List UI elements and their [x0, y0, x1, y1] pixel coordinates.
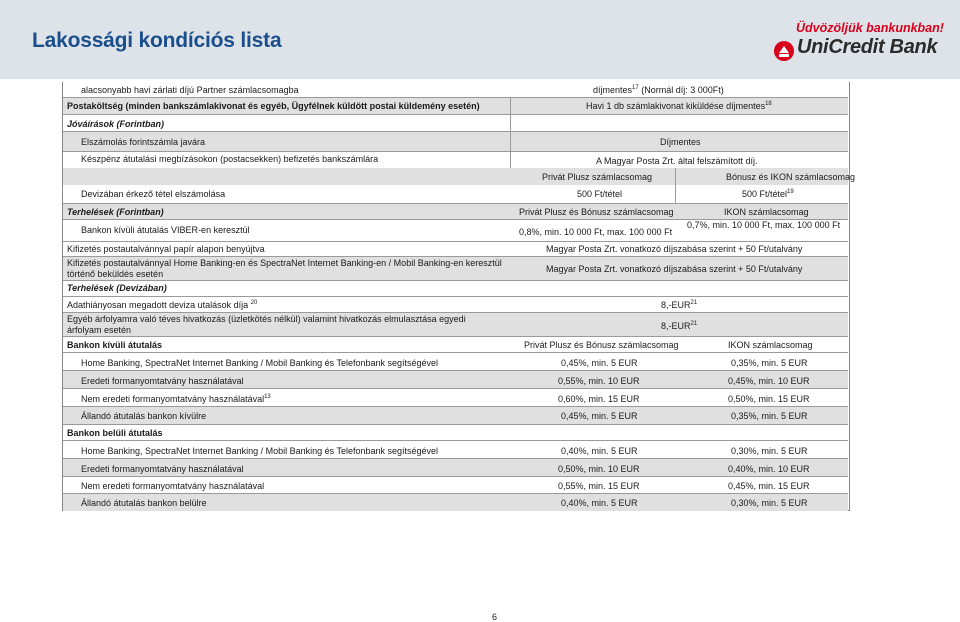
row-label: Kifizetés postautalvánnyal papír alapon benyújtva	[67, 244, 265, 254]
row-value: 0,45%, min. 10 EUR	[728, 376, 810, 386]
row-label: Állandó átutalás bankon kívülre	[81, 411, 207, 421]
table-row	[63, 440, 848, 459]
row-label: Home Banking, SpectraNet Internet Banking / Mobil Banking és Telefonbank segítségével	[81, 446, 439, 456]
table-row	[63, 388, 848, 407]
row-value: 0,35%, min. 5 EUR	[731, 411, 808, 421]
row-label: Elszámolás forintszámla javára	[81, 137, 206, 147]
row-value: 500 Ft/tétel$^{19}$	[742, 189, 794, 199]
table-row	[63, 256, 848, 281]
page-title: Lakossági kondíciós lista	[32, 29, 282, 52]
row-label: Postaköltség (minden bankszámlakivonat és egyéb, Ügyfélnek küldött postai küldemény esetén)	[67, 101, 480, 111]
table-row	[63, 131, 848, 152]
row-label: Kifizetés postautalvánnyal Home Banking-en és SpectraNet Internet Banking-en / Mobil Banking-en keresztül történő beküldés esetén	[67, 258, 502, 279]
row-value: 0,55%, min. 10 EUR	[558, 376, 640, 386]
row-value: 0,8%, min. 10 000 Ft, max. 100 000 Ft	[519, 227, 673, 237]
table-row	[63, 114, 848, 132]
brand-name: UniCredit Bank	[797, 36, 938, 58]
section-heading: Terhelések (Forintban)	[67, 207, 164, 217]
table-row	[63, 458, 848, 477]
row-label: alacsonyabb havi zárlati díjú Partner számlacsomagba	[81, 85, 299, 95]
row-value: Havi 1 db számlakivonat kiküldése díjmentes$^{18}$	[586, 101, 772, 111]
table-row	[63, 370, 848, 389]
row-value: 0,30%, min. 5 EUR	[731, 498, 808, 508]
welcome-text: Üdvözöljük bankunkban!	[796, 21, 944, 35]
row-value: Díjmentes	[660, 137, 701, 147]
section-heading: Bankon belüli átutalás	[67, 428, 163, 438]
table-row	[63, 336, 848, 353]
row-label: Eredeti formanyomtatvány használatával	[81, 464, 244, 474]
column-divider	[675, 168, 676, 203]
row-label: Devizában érkező tétel elszámolása	[81, 189, 226, 199]
table-row	[63, 406, 848, 425]
row-label: Eredeti formanyomtatvány használatával	[81, 376, 244, 386]
row-value: 0,55%, min. 15 EUR	[558, 481, 640, 491]
row-label: Nem eredeti formanyomtatvány használatával$^{13}$	[81, 394, 271, 404]
row-value: A Magyar Posta Zrt. által felszámított díj.	[596, 156, 758, 166]
row-value: 8,-EUR$^{21}$	[661, 321, 698, 331]
table-row	[63, 493, 848, 511]
column-header: IKON számlacsomag	[724, 207, 809, 217]
table-row	[63, 168, 856, 185]
row-label: Home Banking, SpectraNet Internet Banking / Mobil Banking és Telefonbank segítségével	[81, 358, 439, 368]
page-number: 6	[492, 612, 498, 622]
table-row	[63, 83, 848, 97]
column-header: Privát Plusz számlacsomag	[542, 172, 653, 182]
table-row	[63, 219, 848, 242]
row-value: 0,30%, min. 5 EUR	[731, 446, 808, 456]
table-row	[63, 280, 848, 297]
row-value: 0,40%, min. 5 EUR	[561, 446, 638, 456]
row-value: 0,7%, min. 10 000 Ft, max. 100 000 Ft	[687, 220, 841, 230]
row-value: díjmentes$^{17}$ (Normál díj: 3 000Ft)	[593, 85, 724, 95]
table-row	[63, 424, 848, 441]
row-value: 500 Ft/tétel	[577, 189, 623, 199]
row-value: 8,-EUR$^{21}$	[661, 300, 698, 310]
row-value: 0,50%, min. 15 EUR	[728, 394, 810, 404]
row-label: Bankon kívüli átutalás VIBER-en keresztül	[81, 225, 250, 235]
table-row	[63, 97, 848, 114]
row-label: Készpénz átutalási megbízásokon (postacsekken) befizetés bankszámlára	[81, 154, 379, 164]
column-header: Privát Plusz és Bónusz számlacsomag	[519, 207, 674, 217]
column-header: Privát Plusz és Bónusz számlacsomag	[524, 340, 679, 350]
row-value: 0,45%, min. 5 EUR	[561, 358, 638, 368]
row-value: Magyar Posta Zrt. vonatkozó díjszabása szerint + 50 Ft/utalvány	[546, 264, 803, 274]
table-row	[63, 151, 848, 168]
row-value: Magyar Posta Zrt. vonatkozó díjszabása szerint + 50 Ft/utalvány	[546, 244, 803, 254]
table-row	[63, 352, 848, 371]
row-value: 0,35%, min. 5 EUR	[731, 358, 808, 368]
table-row	[63, 476, 848, 494]
table-row	[63, 296, 848, 313]
row-label: Egyéb árfolyamra való téves hivatkozás (üzletkötés nélkül) valamint hivatkozás elmulasztása egyedi árfolyam esetén	[67, 314, 466, 335]
column-divider	[510, 97, 511, 168]
row-value: 0,40%, min. 10 EUR	[728, 464, 810, 474]
row-value: 0,40%, min. 5 EUR	[561, 498, 638, 508]
unicredit-logo-icon	[773, 40, 795, 62]
row-value: 0,45%, min. 5 EUR	[561, 411, 638, 421]
section-heading: Jóváírások (Forintban)	[67, 119, 165, 129]
section-heading: Terhelések (Devizában)	[67, 283, 167, 293]
column-header: Bónusz és IKON számlacsomag	[726, 172, 856, 182]
row-label: Adathiányosan megadott deviza utalások díja $^{20}$	[67, 300, 258, 310]
row-label: Állandó átutalás bankon belülre	[81, 498, 207, 508]
section-heading: Bankon kívüli átutalás	[67, 340, 163, 350]
table-row	[63, 185, 848, 202]
row-value: 0,50%, min. 10 EUR	[558, 464, 640, 474]
table-row	[63, 312, 848, 337]
table-row	[63, 203, 848, 220]
row-value: 0,60%, min. 15 EUR	[558, 394, 640, 404]
table-row	[63, 241, 848, 257]
page-header	[0, 0, 960, 79]
column-header: IKON számlacsomag	[728, 340, 813, 350]
row-label: Nem eredeti formanyomtatvány használatával	[81, 481, 265, 491]
row-value: 0,45%, min. 15 EUR	[728, 481, 810, 491]
